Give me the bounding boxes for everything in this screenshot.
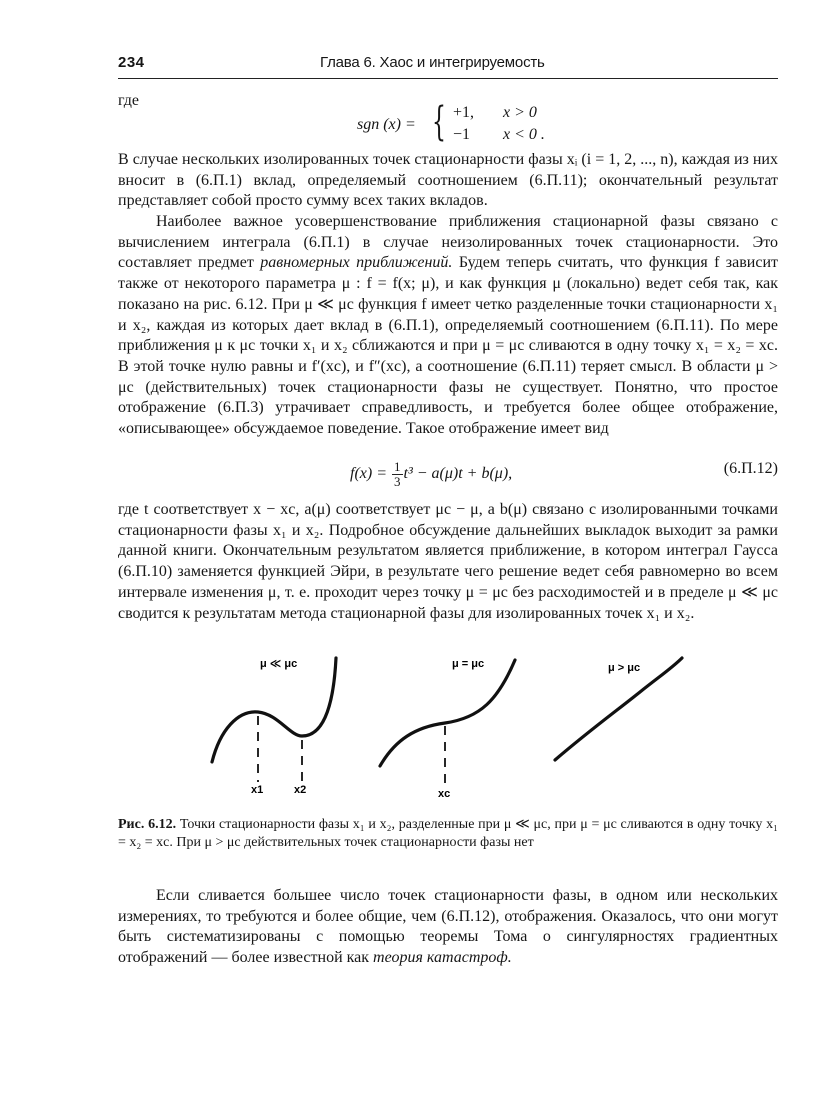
paragraph-4 <box>118 886 778 969</box>
paragraph-4-emphasis: теория катастроф. <box>373 949 512 967</box>
x1-label: x1 <box>251 784 264 796</box>
paragraph-2-emphasis: равномерных приближений. <box>260 254 453 272</box>
figure-caption <box>118 816 778 851</box>
panel1-label: μ ≪ μc <box>260 658 298 670</box>
paragraph-4-text <box>118 886 778 969</box>
fraction-denominator: 3 <box>394 474 401 489</box>
sgn-case1-condition: x > 0 <box>503 104 537 121</box>
paragraph-3-text: где t соответствует x − xc, a(μ) соответствует μc − μ, а b(μ) связано с изолированными точками стационарности фазы x₁ и x₂. Подробное обсуждение дальнейших выкладок выходит за рамки данной книги. Окончательным результатом является приближение, в котором интеграл Гаусса (6.П.10) заменяется функцией Эйри, в результате чего решение ведет себя равномерно во всем интервале изменения μ, т. е. проходит через точку μ = μc без расходимостей и в пределе μ ≪ μc сводится к результатам метода стационарной фазы для изолированных точек x₁ и x₂. <box>118 501 778 622</box>
sgn-lhs: sgn (x) = <box>357 116 416 133</box>
curve-mu-less <box>212 658 336 762</box>
x2-label: x2 <box>294 784 307 796</box>
panel2-label: μ = μc <box>452 658 485 670</box>
paragraph-2-part-b: Будем теперь считать, что функция f зависит также от некоторого параметра μ : f = f(x; μ), и как функция μ (локально) ведет себя так, как показано на рис. 6.12. При μ ≪ μc функция f имеет четко разделенные точки стационарности x₁ и x₂, каждая из которых дает вклад в (6.П.1), определяемый соотношением (6.П.11). По мере приближения μ к μc точки x₁ и x₂ сближаются и при μ = μc сливаются в одну точку x₁ = x₂ = xc. В этой точке нулю равны и f′(xc), и f″(xc), а соотношение (6.П.11) теряет смысл. В области μ > μc (действительных) точек стационарности фазы не существует. Понятно, что простое отображение (6.П.3) утрачивает справедливость, и требуется более общее отображение, «описывающее» обсуждаемое поведение. Такое отображение имеет вид <box>118 254 779 438</box>
fraction-numerator: 1 <box>394 459 401 474</box>
sgn-brace: { <box>432 99 446 145</box>
sgn-case1-value: +1, <box>453 104 475 121</box>
equation-rhs: t³ − a(μ)t + b(μ), <box>403 465 513 483</box>
paragraph-4-part-a: Если сливается большее число точек стационарности фазы, в одном или нескольких измерениях, то требуются и более общие, чем (6.П.12), отображения. Оказалось, что они могут быть систематизированы с помощью теоремы Тома о сингулярностях градиентных отображений — более известной как <box>118 887 778 967</box>
running-title: Глава 6. Хаос и интегрируемость <box>320 54 545 71</box>
sgn-case2-value: −1 <box>453 126 471 143</box>
equation-number: (6.П.12) <box>723 460 778 477</box>
intro-word: где <box>118 92 140 109</box>
xc-label: xc <box>438 788 451 800</box>
sgn-case2-condition: x < 0 . <box>503 126 545 143</box>
curve-mu-equal <box>380 660 515 766</box>
paragraph-2-part-a: Наиболее важное усовершенствование приближения стационарной фазы связано с вычислением интеграла (6.П.1) в случае неизолированных точек стационарности. Это составляет предмет <box>118 213 778 272</box>
caption-label: Рис. 6.12. <box>118 817 177 832</box>
paragraph-1-text: В случае нескольких изолированных точек стационарности фазы xᵢ (i = 1, 2, ..., n), каждая из них вносит в (6.П.1) вклад, определяемый соотношением (6.П.11); окончательный результат представляет собой просто сумму всех таких вкладов. <box>118 151 778 210</box>
panel3-label: μ > μc <box>608 662 641 674</box>
page-number: 234 <box>118 54 145 71</box>
equation-lhs: f(x) = <box>350 465 387 483</box>
caption-text: Точки стационарности фазы x₁ и x₂, разделенные при μ ≪ μc, при μ = μc сливаются в одну точку x₁ = x₂ = xc. При μ > μc действительных точек стационарности фазы нет <box>118 817 778 850</box>
